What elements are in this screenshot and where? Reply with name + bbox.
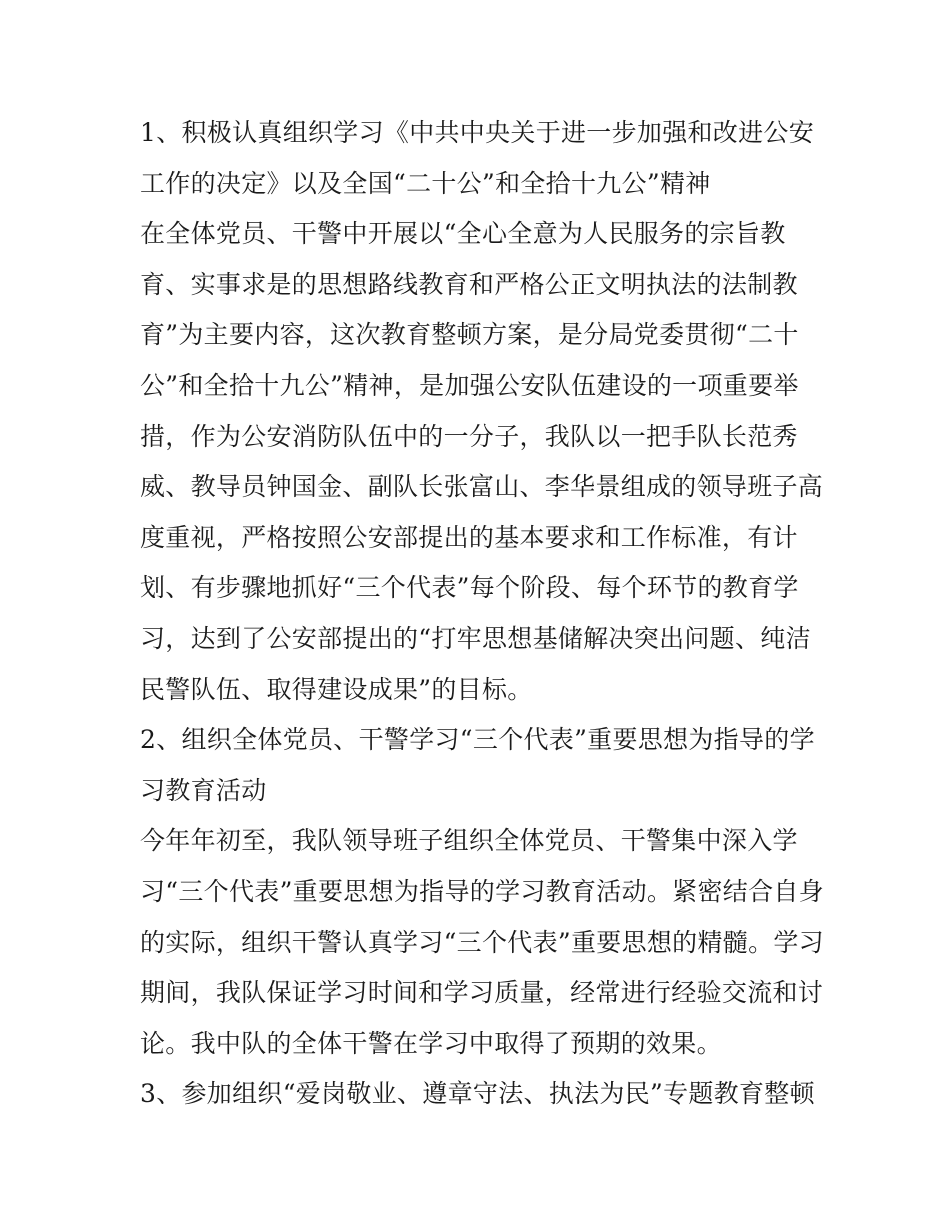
text-line-8: 威、教导员钟国金、副队长张富山、李华景组成的领导班子高 bbox=[140, 472, 824, 502]
text-line-4: 育、实事求是的思想路线教育和严格公正文明执法的法制教 bbox=[140, 269, 798, 299]
text-line-3: 在全体党员、干警中开展以“全心全意为人民服务的宗旨教 bbox=[140, 219, 786, 249]
text-line-7: 措，作为公安消防队伍中的一分子，我队以一把手队长范秀 bbox=[140, 421, 798, 451]
text-line-2: 工作的决定》以及全国“二十公”和全拾十九公”精神 bbox=[140, 168, 711, 198]
text-line-1: 1、积极认真组织学习《中共中央关于进一步加强和改进公安 bbox=[140, 118, 815, 147]
text-line-13: 2、组织全体党员、干警学习“三个代表”重要思想为指导的学 bbox=[140, 725, 815, 755]
text-line-11: 习，达到了公安部提出的“打牢思想基储解决突出问题、纯洁 bbox=[140, 623, 811, 653]
text-line-5: 育”为主要内容，这次教育整顿方案，是分局党委贯彻“二十 bbox=[140, 320, 799, 350]
text-line-15: 今年年初至，我队领导班子组织全体党员、干警集中深入学 bbox=[140, 826, 798, 856]
text-line-10: 划、有步骤地抓好“三个代表”每个阶段、每个环节的教育学 bbox=[140, 573, 799, 603]
document-body bbox=[140, 108, 824, 1120]
text-line-9: 度重视，严格按照公安部提出的基本要求和工作标准，有计 bbox=[140, 522, 798, 552]
text-line-12: 民警队伍、取得建设成果”的目标。 bbox=[140, 674, 533, 704]
text-line-16: 习“三个代表”重要思想为指导的学习教育活动。紧密结合自身 bbox=[140, 876, 824, 906]
text-line-14: 习教育活动 bbox=[140, 775, 267, 805]
text-line-20: 3、参加组织“爱岗敬业、遵章守法、执法为民”专题教育整顿 bbox=[140, 1079, 815, 1109]
text-line-6: 公”和全拾十九公”精神，是加强公安队伍建设的一项重要举 bbox=[140, 370, 799, 400]
text-line-17: 的实际，组织干警认真学习“三个代表”重要思想的精髓。学习 bbox=[140, 927, 824, 957]
text-line-19: 论。我中队的全体干警在学习中取得了预期的效果。 bbox=[140, 1028, 722, 1058]
text-line-18: 期间，我队保证学习时间和学习质量，经常进行经验交流和讨 bbox=[140, 978, 824, 1008]
